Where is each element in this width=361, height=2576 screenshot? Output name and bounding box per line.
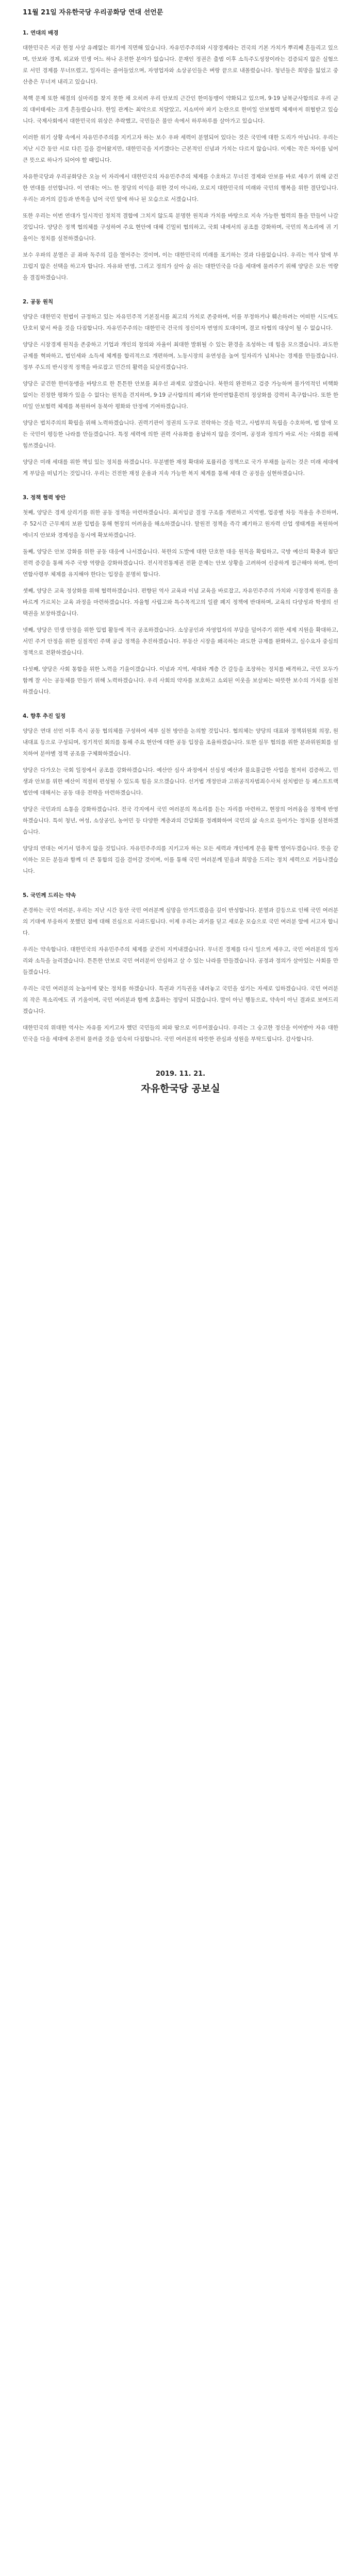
paragraph: 넷째, 양당은 민생 안정을 위한 입법 활동에 적극 공조하겠습니다. 소상공인과 자영업자의 부담을 덜어주기 위한 세제 지원을 확대하고, 서민 주거 안정을 위한 실질적인 주택 공급 정책을 추진하겠습니다. 부동산 시장을 왜곡하는 과도한 규제를 완화하고, 실수요자 중심의 정책으로 전환하겠습니다. [23,627,338,656]
paragraph-spacer [23,580,338,585]
section-heading: 1. 연대의 배경 [23,30,59,36]
paragraph-spacer [23,658,338,664]
paragraph-spacer [23,978,338,983]
document-body [23,29,338,1059]
paragraph-spacer [23,283,338,289]
paragraph-spacer [23,799,338,804]
paragraph: 양당은 국민과의 소통을 강화하겠습니다. 전국 각지에서 국민 여러분의 목소리를 듣는 자리를 마련하고, 현장의 어려움을 정책에 반영하겠습니다. 특히 청년, 여성, 소상공인, 농어민 등 다양한 계층과의 간담회를 정례화하여 국민의 삶 속으로 들어가는 정치를 실천하겠습니다. [23,806,338,835]
paragraph: 대한민국은 지금 헌정 사상 유례없는 위기에 직면해 있습니다. 자유민주주의와 시장경제라는 건국의 기본 가치가 뿌리째 흔들리고 있으며, 안보와 경제, 외교와 민생 어느 하나 온전한 분야가 없습니다. 문재인 정권은 출범 이후 소득주도성장이라는 검증되지 않은 실험으로 서민 경제를 무너뜨렸고, 일자리는 줄어들었으며, 자영업자와 소상공인들은 벼랑 끝으로 내몰렸습니다. 청년들은 희망을 잃었고 중산층은 무너져 내리고 있습니다. [23,45,338,85]
paragraph-spacer [23,412,338,417]
paragraph: 양당의 연대는 여기서 멈추지 않을 것입니다. 자유민주주의를 지키고자 하는 모든 세력과 개인에게 문을 활짝 열어두겠습니다. 뜻을 같이하는 모든 분들과 함께 더 큰 통합의 길을 걸어갈 것이며, 이를 통해 국민 여러분께 믿음과 희망을 드리는 정치 세력으로 거듭나겠습니다. [23,845,338,874]
paragraph: 양당은 연대 선언 이후 즉시 공동 협의체를 구성하여 세부 실천 방안을 논의할 것입니다. 협의체는 양당의 대표와 정책위원회 의장, 원내대표 등으로 구성되며, 정기적인 회의를 통해 주요 현안에 대한 공동 입장을 조율하겠습니다. 또한 실무 협의를 위한 분과위원회를 설치하여 분야별 정책 공조를 구체화하겠습니다. [23,728,338,757]
section-heading: 5. 국민께 드리는 약속 [23,892,76,899]
section-spacer [23,703,338,712]
paragraph: 다섯째, 양당은 사회 통합을 위한 노력을 기울이겠습니다. 이념과 지역, 세대와 계층 간 갈등을 조장하는 정치를 배격하고, 국민 모두가 함께 잘 사는 공동체를 만들기 위해 노력하겠습니다. 우리 사회의 약자를 보호하고 소외된 이웃을 보살피는 따뜻한 보수의 가치를 실천하겠습니다. [23,666,338,695]
section-spacer [23,484,338,494]
paragraph: 자유한국당과 우리공화당은 오늘 이 자리에서 대한민국의 자유민주주의 체제를 수호하고 무너진 경제와 안보를 바로 세우기 위해 굳건한 연대를 선언합니다. 이 연대는 어느 한 정당의 이익을 위한 것이 아니라, 오로지 대한민국의 미래와 국민의 행복을 위한 결단입니다. 우리는 과거의 갈등과 반목을 넘어 국민 앞에 하나 된 모습으로 서겠습니다. [23,174,338,202]
paragraph-spacer [23,166,338,171]
paragraph: 둘째, 양당은 안보 강화를 위한 공동 대응에 나서겠습니다. 북한의 도발에 대한 단호한 대응 원칙을 확립하고, 국방 예산의 확충과 첨단 전력 증강을 통해 자주 국방 역량을 강화하겠습니다. 전시작전통제권 전환 문제는 안보 상황을 고려하여 신중하게 접근해야 하며, 한미연합사령부 체제를 유지해야 한다는 입장을 분명히 합니다. [23,549,338,578]
paragraph: 양당은 대한민국 헌법이 규정하고 있는 자유민주적 기본질서를 최고의 가치로 존중하며, 이를 부정하거나 훼손하려는 어떠한 시도에도 단호히 맞서 싸울 것을 다짐합니다. 자유민주주의는 대한민국 건국의 정신이자 번영의 토대이며, 결코 타협의 대상이 될 수 없습니다. [23,314,338,331]
paragraph-spacer [23,479,338,484]
paragraph: 양당은 다가오는 국회 일정에서 공조를 강화하겠습니다. 예산안 심사 과정에서 선심성 예산과 불요불급한 사업을 철저히 검증하고, 민생과 안보를 위한 예산이 적절히 편성될 수 있도록 힘을 모으겠습니다. 선거법 개정안과 고위공직자범죄수사처 설치법안 등 패스트트랙 법안에 대해서는 공동 대응 전략을 마련하겠습니다. [23,767,338,796]
paragraph: 양당은 시장경제 원칙을 존중하고 기업과 개인의 창의와 자율이 최대한 발휘될 수 있는 환경을 조성하는 데 힘을 모으겠습니다. 과도한 규제를 혁파하고, 법인세와 소득세 체계를 합리적으로 개편하며, 노동시장의 유연성을 높여 일자리가 넘쳐나는 경제를 만들겠습니다. 정부 주도의 반시장적 정책을 바로잡고 민간의 활력을 되살리겠습니다. [23,342,338,370]
paragraph: 양당은 법치주의의 확립을 위해 노력하겠습니다. 권력기관이 정권의 도구로 전락하는 것을 막고, 사법부의 독립을 수호하며, 법 앞에 모든 국민이 평등한 나라를 만들겠습니다. 특정 세력에 의한 권력 사유화를 용납하지 않을 것이며, 공정과 정의가 바로 서는 사회를 위해 힘쓰겠습니다. [23,420,338,449]
paragraph-spacer [23,373,338,378]
section-heading: 2. 공동 원칙 [23,299,54,305]
paragraph: 보수 우파의 분열은 곧 좌파 독주의 길을 열어주는 것이며, 이는 대한민국의 미래를 포기하는 것과 다름없습니다. 우리는 역사 앞에 부끄럽지 않은 선택을 하고자 합니다. 자유와 번영, 그리고 정의가 살아 숨 쉬는 대한민국을 다음 세대에 물려주기 위해 양당은 모든 역량을 결집하겠습니다. [23,252,338,281]
paragraph: 우리는 약속합니다. 대한민국의 자유민주주의 체제를 굳건히 지켜내겠습니다. 무너진 경제를 다시 일으켜 세우고, 국민 여러분의 일자리와 소득을 늘리겠습니다. 튼튼한 안보로 국민 여러분이 안심하고 살 수 있는 나라를 만들겠습니다. 공정과 정의가 살아있는 사회를 만들겠습니다. [23,946,338,975]
paragraph: 양당은 굳건한 한미동맹을 바탕으로 한 튼튼한 안보를 최우선 과제로 삼겠습니다. 북한의 완전하고 검증 가능하며 불가역적인 비핵화 없이는 진정한 평화가 있을 수 없다는 원칙을 견지하며, 9·19 군사합의의 폐기와 한미연합훈련의 정상화를 강력히 촉구합니다. 또한 한미일 안보협력 체제를 복원하여 동북아 평화와 안정에 기여하겠습니다. [23,381,338,410]
paragraph: 존경하는 국민 여러분, 우리는 지난 시간 동안 국민 여러분께 실망을 안겨드렸음을 깊이 반성합니다. 분열과 갈등으로 인해 국민 여러분의 기대에 부응하지 못했던 점에 대해 진심으로 사과드립니다. 이제 우리는 과거를 딛고 새로운 모습으로 국민 여러분 앞에 서고자 합니다. [23,907,338,936]
paragraph-spacer [23,244,338,249]
section-heading: 4. 향후 추진 일정 [23,713,66,719]
paragraph-spacer [23,838,338,843]
paragraph: 양당은 미래 세대를 위한 책임 있는 정치를 하겠습니다. 무분별한 재정 확대와 포퓰리즘 정책으로 국가 부채를 늘리는 것은 미래 세대에게 부담을 떠넘기는 것입니다. 우리는 건전한 재정 운용과 지속 가능한 복지 체계를 통해 세대 간 공정을 실현하겠습니다. [23,459,338,477]
section-spacer [23,882,338,891]
paragraph-spacer [23,698,338,703]
paragraph-spacer [23,88,338,93]
paragraph: 이러한 위기 상황 속에서 자유민주주의를 지키고자 하는 보수 우파 세력이 분열되어 있다는 것은 국민에 대한 도리가 아닙니다. 우리는 지난 시간 동안 서로 다른 길을 걸어왔지만, 대한민국을 지키겠다는 근본적인 신념과 가치는 다르지 않습니다. 이제는 작은 차이를 넘어 큰 뜻으로 하나가 되어야 할 때입니다. [23,134,338,163]
paragraph: 우리는 국민 여러분의 눈높이에 맞는 정치를 하겠습니다. 특권과 기득권을 내려놓고 국민을 섬기는 자세로 임하겠습니다. 국민 여러분의 작은 목소리에도 귀 기울이며, 국민 여러분과 함께 호흡하는 정당이 되겠습니다. 말이 아닌 행동으로, 약속이 아닌 결과로 보여드리겠습니다. [23,986,338,1014]
paragraph-spacer [23,619,338,624]
paragraph: 또한 우리는 이번 연대가 일시적인 정치적 결합에 그치지 않도록 분명한 원칙과 가치를 바탕으로 지속 가능한 협력의 틀을 만들어 나갈 것입니다. 양당은 정책 협의체를 구성하여 주요 현안에 대해 긴밀히 협의하고, 국회 내에서의 공조를 강화하며, 국민의 목소리에 귀 기울이는 정치를 실천하겠습니다. [23,213,338,242]
paragraph-spacer [23,127,338,132]
paragraph: 첫째, 양당은 경제 살리기를 위한 공동 정책을 마련하겠습니다. 최저임금 결정 구조를 개편하고 지역별, 업종별 차등 적용을 추진하며, 주 52시간 근무제의 보완 입법을 통해 현장의 어려움을 해소하겠습니다. 탈원전 정책을 즉각 폐기하고 원자력 산업 생태계를 복원하여 에너지 안보와 경제성을 동시에 확보하겠습니다. [23,510,338,538]
section-spacer [23,289,338,298]
section-spacer [23,1050,338,1059]
paragraph: 셋째, 양당은 교육 정상화를 위해 협력하겠습니다. 편향된 역사 교육과 이념 교육을 바로잡고, 자유민주주의 가치와 시장경제 원리를 올바르게 가르치는 교육 과정을 마련하겠습니다. 자율형 사립고와 특수목적고의 일괄 폐지 정책에 반대하며, 교육의 다양성과 학생의 선택권을 보장하겠습니다. [23,588,338,617]
release-date: 2019. 11. 21. [155,1070,206,1078]
section-heading: 3. 정책 협력 방안 [23,495,66,501]
paragraph: 대한민국의 위대한 역사는 자유를 지키고자 했던 국민들의 피와 땀으로 이루어졌습니다. 우리는 그 숭고한 정신을 이어받아 자유 대한민국을 다음 세대에 온전히 물려줄 것을 엄숙히 다짐합니다. 국민 여러분의 따뜻한 관심과 성원을 부탁드립니다. 감사합니다. [23,1025,338,1042]
issuing-organization: 자유한국당 공보실 [141,1083,220,1094]
paragraph-spacer [23,205,338,210]
paragraph-spacer [23,939,338,944]
paragraph-spacer [23,1017,338,1022]
paragraph-spacer [23,334,338,339]
document-title: 11월 21일 자유한국당 우리공화당 연대 선언문 [23,9,163,16]
paragraph-spacer [23,759,338,765]
paragraph-spacer [23,451,338,456]
paragraph: 북핵 문제 또한 해결의 실마리를 찾지 못한 채 오히려 우리 안보의 근간인 한미동맹이 약화되고 있으며, 9·19 남북군사합의로 우리 군의 대비태세는 크게 흔들렸습니다. 한일 관계는 최악으로 치달았고, 지소미아 파기 논란으로 한미일 안보협력 체제마저 위협받고 있습니다. 국제사회에서 대한민국의 위상은 추락했고, 국민들은 불안 속에서 하루하루를 살아가고 있습니다. [23,95,338,124]
paragraph-spacer [23,541,338,546]
paragraph-spacer [23,877,338,882]
paragraph-spacer [23,1045,338,1050]
